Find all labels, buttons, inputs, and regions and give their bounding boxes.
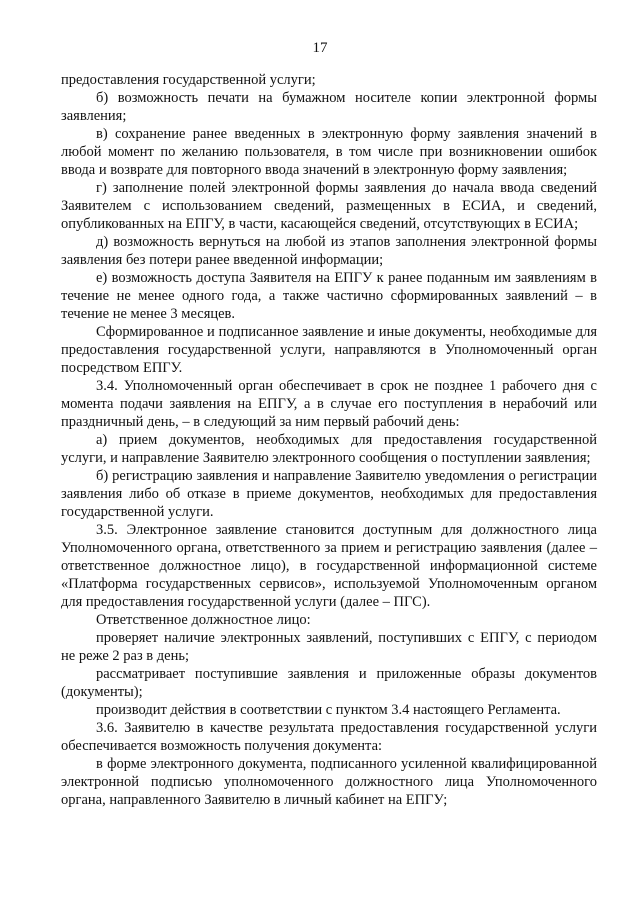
paragraph-3-6: 3.6. Заявителю в качестве результата предоставления государственной услуги обеспечивается возможность получения документа:	[61, 720, 597, 754]
paragraph-3-4-b: б) регистрацию заявления и направление Заявителю уведомления о регистрации заявления либо об отказе в приеме документов, необходимых для предоставления государственной услуги.	[61, 468, 597, 520]
paragraph-item-b: б) возможность печати на бумажном носителе копии электронной формы заявления;	[61, 90, 597, 124]
paragraph-electronic-form: в форме электронного документа, подписанного усиленной квалифицированной электронной подписью уполномоченного должностного лица Уполномоченного органа, направленного Заявителю в личный кабинет на ЕПГУ;	[61, 756, 597, 808]
paragraph-continuation: предоставления государственной услуги;	[61, 72, 316, 88]
paragraph-3-4: 3.4. Уполномоченный орган обеспечивает в срок не позднее 1 рабочего дня с момента подачи заявления на ЕПГУ, а в случае его поступления в нерабочий или праздничный день, – в следующий за ним первый рабочий день:	[61, 378, 597, 430]
paragraph-3-4-a: а) прием документов, необходимых для предоставления государственной услуги, и направление Заявителю электронного сообщения о поступлении заявления;	[61, 432, 597, 466]
paragraph-actions: производит действия в соответствии с пунктом 3.4 настоящего Регламента.	[96, 702, 561, 718]
paragraph-item-g: г) заполнение полей электронной формы заявления до начала ввода сведений Заявителем с использованием сведений, размещенных в ЕСИА, и сведений, опубликованных на ЕПГУ, в части, касающейся сведений, отсутствующих в ЕСИА;	[61, 180, 597, 232]
paragraph-checks: проверяет наличие электронных заявлений, поступивших с ЕПГУ, с периодом не реже 2 раз в день;	[61, 630, 597, 664]
document-body	[61, 71, 597, 809]
paragraph-submission: Сформированное и подписанное заявление и иные документы, необходимые для предоставления государственной услуги, направляются в Уполномоченный орган посредством ЕПГУ.	[61, 324, 597, 376]
paragraph-3-5: 3.5. Электронное заявление становится доступным для должностного лица Уполномоченного органа, ответственного за прием и регистрацию заявления (далее – ответственное должностное лицо), в государственной информационной системе «Платформа государственных сервисов», используемой Уполномоченным органом для предоставления государственной услуги (далее – ПГС).	[61, 522, 597, 610]
paragraph-official-heading: Ответственное должностное лицо:	[96, 612, 311, 628]
paragraph-reviews: рассматривает поступившие заявления и приложенные образы документов (документы);	[61, 666, 597, 700]
paragraph-item-e: е) возможность доступа Заявителя на ЕПГУ к ранее поданным им заявлениям в течение не менее одного года, а также частично сформированных заявлений – в течение не менее 3 месяцев.	[61, 270, 597, 322]
page-number: 17	[312, 40, 328, 56]
paragraph-item-d: д) возможность вернуться на любой из этапов заполнения электронной формы заявления без потери ранее введенной информации;	[61, 234, 597, 268]
paragraph-item-v: в) сохранение ранее введенных в электронную форму заявления значений в любой момент по желанию пользователя, в том числе при возникновении ошибок ввода и возврате для повторного ввода значений в электронную форму заявления;	[61, 126, 597, 178]
